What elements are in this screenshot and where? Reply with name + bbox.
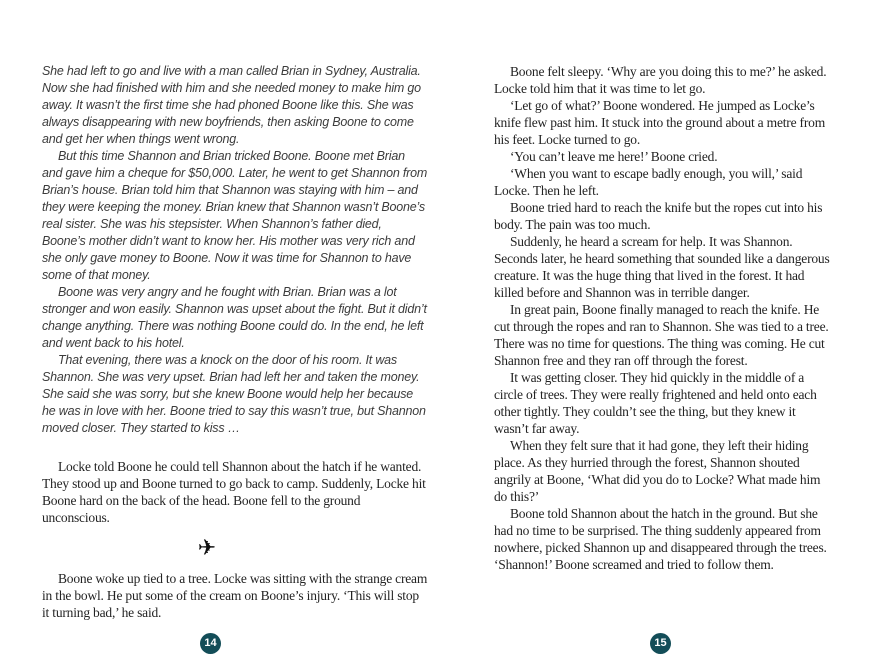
story-paragraph: Boone told Shannon about the hatch in the ground. But she had no time to be surprised. The thing suddenly appeared from nowhere, picked Shannon up and disappeared through the trees. ‘Shannon!’ Boone screamed and tried to follow them.: [494, 506, 827, 572]
story-paragraph: Locke told Boone he could tell Shannon about the hatch if he wanted. They stood up and Boone turned to go back to camp. Suddenly, Locke hit Boone hard on the back of the head. Boone fell to the ground unconscious.: [42, 459, 426, 525]
page-number-badge-right: 15: [650, 633, 671, 654]
story-paragraph: Boone felt sleepy. ‘Why are you doing this to me?’ he asked. Locke told him that it was time to let go.: [494, 64, 827, 96]
airplane-icon: ✈: [197, 536, 217, 561]
page-right: [494, 63, 832, 573]
page-left: [42, 63, 428, 621]
section-divider: [42, 537, 428, 561]
recap-paragraph: But this time Shannon and Brian tricked Boone. Boone met Brian and gave him a cheque for $50,000. Later, he went to get Shannon from Brian’s house. Brian told him that Shannon was staying with him – and they were keeping the money. Brian knew that Shannon wasn’t Boone’s real sister. She was his stepsister. When Shannon’s father died, Boone’s mother didn’t want to know her. His mother was very rich and she only gave money to Boone. Now it was time for Shannon to have some of that money.: [42, 149, 428, 282]
recap-paragraph: That evening, there was a knock on the door of his room. It was Shannon. She was very upset. Brian had left her and taken the money. She said she was sorry, but she knew Boone would help her because he was in love with her. Boone tried to say this wasn’t true, but Shannon moved closer. They started to kiss …: [42, 353, 426, 435]
recap-paragraph: She had left to go and live with a man called Brian in Sydney, Australia. Now she had finished with him and she needed money to make him go away. It wasn’t the first time she had phoned Boone like this. She was always disappearing with new boyfriends, then asking Boone to come and get her when things went wrong.: [42, 64, 421, 146]
recap-paragraph: Boone was very angry and he fought with Brian. Brian was a lot stronger and won easily. Shannon was upset about the fight. But it didn’t change anything. There was nothing Boone could do. In the end, he left and went back to his hotel.: [42, 285, 427, 350]
story-paragraph: It was getting closer. They hid quickly in the middle of a circle of trees. They were really frightened and held onto each other tightly. They couldn’t see the thing, but they knew it wasn’t far away.: [494, 370, 817, 436]
recap-section: [42, 63, 428, 437]
page-number-badge-left: 14: [200, 633, 221, 654]
story-paragraph: In great pain, Boone finally managed to reach the knife. He cut through the ropes and ran to Shannon. She was tied to a tree. There was no time for questions. The thing was coming. He cut Shannon free and they ran off through the forest.: [494, 302, 829, 368]
story-paragraph: Boone tried hard to reach the knife but the ropes cut into his body. The pain was too much.: [494, 200, 823, 232]
story-paragraph: When they felt sure that it had gone, they left their hiding place. As they hurried through the forest, Shannon shouted angrily at Boone, ‘What did you do to Locke? What made him do this?’: [494, 438, 821, 504]
story-paragraph: Boone woke up tied to a tree. Locke was sitting with the strange cream in the bowl. He put some of the cream on Boone’s injury. ‘This will stop it turning bad,’ he said.: [42, 571, 428, 620]
story-paragraph: ‘Let go of what?’ Boone wondered. He jumped as Locke’s knife flew past him. It stuck into the ground about a metre from his feet. Locke turned to go.: [494, 98, 825, 147]
story-paragraph: ‘You can’t leave me here!’ Boone cried.: [510, 149, 718, 164]
story-paragraph: ‘When you want to escape badly enough, you will,’ said Locke. Then he left.: [494, 166, 803, 198]
story-paragraph: Suddenly, he heard a scream for help. It was Shannon. Seconds later, he heard something that sounded like a dangerous creature. It was the huge thing that lived in the forest. It had killed before and Shannon was in terrible danger.: [494, 234, 830, 300]
